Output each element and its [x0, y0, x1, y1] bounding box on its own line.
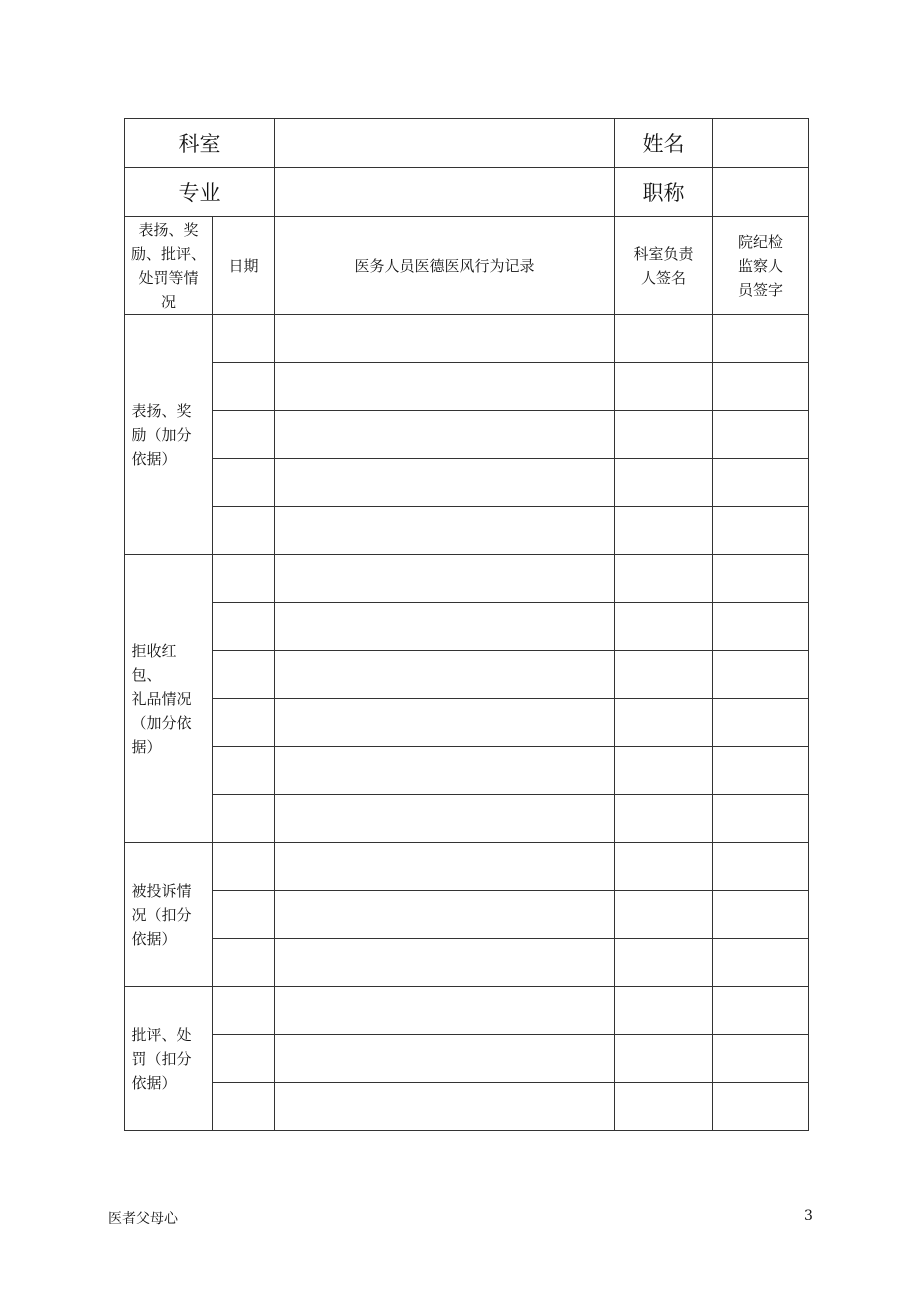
record-cell[interactable] [275, 699, 615, 747]
record-cell[interactable] [275, 459, 615, 507]
name-label: 姓名 [615, 119, 713, 168]
dept-head-sign-cell[interactable] [615, 843, 713, 891]
record-cell[interactable] [275, 1035, 615, 1083]
section-label-line: 况（扣分 [131, 905, 192, 924]
section-label [125, 555, 213, 843]
footer-motto: 医者父母心 [108, 1211, 178, 1227]
conduct-record-table [124, 118, 809, 1131]
record-cell[interactable] [275, 651, 615, 699]
dept-head-sign-cell[interactable] [615, 795, 713, 843]
inspector-sign-cell[interactable] [713, 939, 809, 987]
record-cell[interactable] [275, 987, 615, 1035]
dept-head-sign-cell[interactable] [615, 363, 713, 411]
dept-head-sign-cell[interactable] [615, 459, 713, 507]
section-label-line: 依据） [131, 929, 177, 948]
table-row [125, 1035, 809, 1083]
record-cell[interactable] [275, 795, 615, 843]
date-cell[interactable] [213, 603, 275, 651]
inspector-sign-cell[interactable] [713, 459, 809, 507]
title-label: 职称 [615, 168, 713, 217]
inspector-sign-cell[interactable] [713, 987, 809, 1035]
record-cell[interactable] [275, 315, 615, 363]
name-field[interactable] [713, 119, 809, 168]
date-cell[interactable] [213, 699, 275, 747]
date-cell[interactable] [213, 747, 275, 795]
record-cell[interactable] [275, 363, 615, 411]
date-cell[interactable] [213, 843, 275, 891]
major-label: 专业 [125, 168, 275, 217]
dept-head-sign-cell[interactable] [615, 651, 713, 699]
section-label [125, 843, 213, 987]
table-row [125, 795, 809, 843]
date-cell[interactable] [213, 987, 275, 1035]
inspector-sign-cell[interactable] [713, 555, 809, 603]
table-row [125, 939, 809, 987]
dept-head-sign-cell[interactable] [615, 555, 713, 603]
table-row [125, 555, 809, 603]
dept-head-sign-cell[interactable] [615, 699, 713, 747]
section-label [125, 987, 213, 1131]
inspector-sign-cell[interactable] [713, 651, 809, 699]
table-row [125, 363, 809, 411]
inspector-sign-cell[interactable] [713, 1035, 809, 1083]
section-label-line: 据） [131, 737, 162, 756]
inspector-sign-cell[interactable] [713, 507, 809, 555]
table-row [125, 699, 809, 747]
dept-head-sign-cell[interactable] [615, 411, 713, 459]
table-row [125, 603, 809, 651]
section-label-line: （加分依 [131, 713, 192, 732]
date-cell[interactable] [213, 459, 275, 507]
section-label-line: 拒收红包、 [131, 641, 177, 684]
dept-head-sign-cell[interactable] [615, 891, 713, 939]
dept-head-sign-cell[interactable] [615, 1035, 713, 1083]
section-label-line: 依据） [131, 1073, 177, 1092]
dept-head-sign-cell[interactable] [615, 939, 713, 987]
record-cell[interactable] [275, 939, 615, 987]
dept-head-sign-cell[interactable] [615, 603, 713, 651]
page-number: 3 [804, 1208, 813, 1224]
table-row [125, 651, 809, 699]
dept-head-sign-cell[interactable] [615, 747, 713, 795]
dept-head-sign-header: 科室负责 人签名 [615, 217, 713, 315]
table-row [125, 1083, 809, 1131]
date-cell[interactable] [213, 555, 275, 603]
date-header: 日期 [213, 217, 275, 315]
inspector-sign-cell[interactable] [713, 891, 809, 939]
date-cell[interactable] [213, 891, 275, 939]
dept-head-sign-cell[interactable] [615, 1083, 713, 1131]
section-label-line: 罚（扣分 [131, 1049, 192, 1068]
record-cell[interactable] [275, 603, 615, 651]
inspector-sign-header: 院纪检 监察人 员签字 [713, 217, 809, 315]
section-label-line: 励（加分 [131, 425, 192, 444]
record-cell[interactable] [275, 555, 615, 603]
date-cell[interactable] [213, 795, 275, 843]
inspector-sign-cell[interactable] [713, 363, 809, 411]
table-row [125, 315, 809, 363]
inspector-sign-cell[interactable] [713, 747, 809, 795]
inspector-sign-cell[interactable] [713, 699, 809, 747]
table-row [125, 411, 809, 459]
inspector-sign-cell[interactable] [713, 795, 809, 843]
section-label-line: 被投诉情 [131, 881, 192, 900]
date-cell[interactable] [213, 651, 275, 699]
inspector-sign-cell[interactable] [713, 411, 809, 459]
date-cell[interactable] [213, 363, 275, 411]
date-cell[interactable] [213, 315, 275, 363]
date-cell[interactable] [213, 507, 275, 555]
section-label-line: 表扬、奖 [131, 401, 192, 420]
table-row [125, 747, 809, 795]
inspector-sign-cell[interactable] [713, 603, 809, 651]
title-field[interactable] [713, 168, 809, 217]
inspector-sign-cell[interactable] [713, 843, 809, 891]
date-cell[interactable] [213, 411, 275, 459]
date-cell[interactable] [213, 1035, 275, 1083]
record-cell[interactable] [275, 747, 615, 795]
section-label-line: 礼品情况 [131, 689, 192, 708]
inspector-sign-cell[interactable] [713, 315, 809, 363]
section-label-line: 依据） [131, 449, 177, 468]
record-header: 医务人员医德医风行为记录 [275, 217, 615, 315]
dept-head-sign-cell[interactable] [615, 315, 713, 363]
record-cell[interactable] [275, 1083, 615, 1131]
table-row [125, 843, 809, 891]
record-cell[interactable] [275, 411, 615, 459]
dept-head-sign-cell[interactable] [615, 987, 713, 1035]
inspector-sign-cell[interactable] [713, 1083, 809, 1131]
table-row [125, 987, 809, 1035]
dept-head-sign-cell[interactable] [615, 507, 713, 555]
record-form [124, 118, 808, 1133]
section-label-line: 批评、处 [131, 1025, 192, 1044]
department-label: 科室 [125, 119, 275, 168]
record-cell[interactable] [275, 507, 615, 555]
table-row [125, 459, 809, 507]
department-field[interactable] [275, 119, 615, 168]
section-label [125, 315, 213, 555]
table-row [125, 891, 809, 939]
table-row [125, 507, 809, 555]
record-cell[interactable] [275, 843, 615, 891]
record-cell[interactable] [275, 891, 615, 939]
date-cell[interactable] [213, 1083, 275, 1131]
major-field[interactable] [275, 168, 615, 217]
category-header: 表扬、奖 励、批评、 处罚等情 况 [125, 217, 213, 315]
date-cell[interactable] [213, 939, 275, 987]
